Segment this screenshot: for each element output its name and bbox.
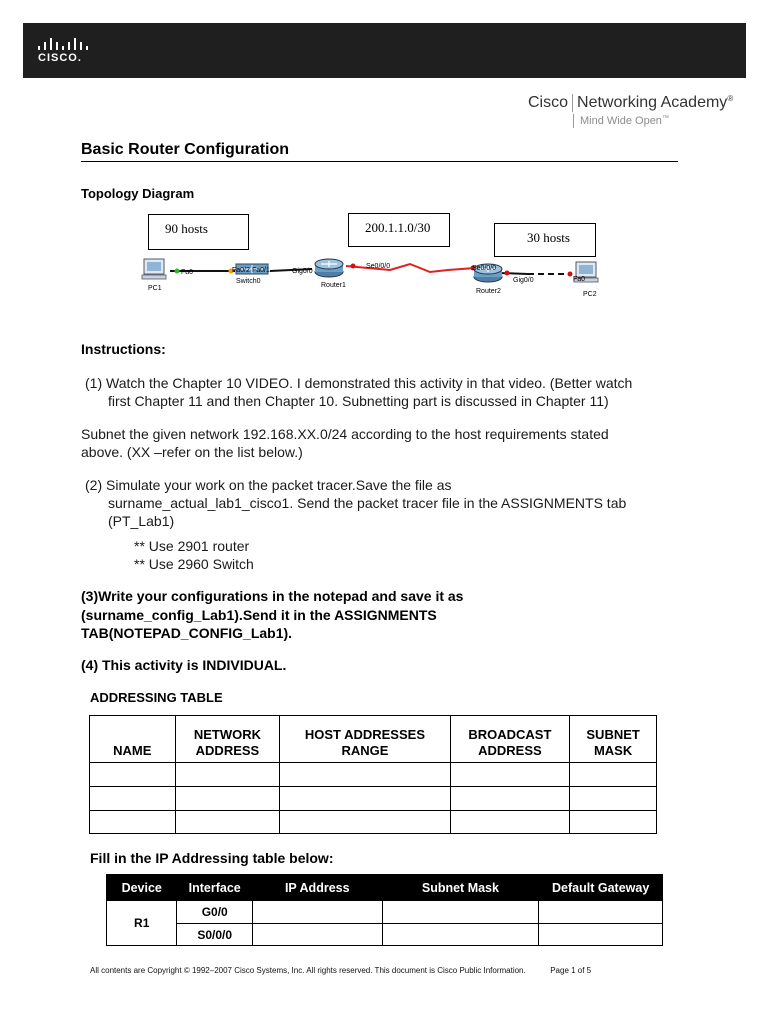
header-subnet-mask: SUBNET MASK bbox=[570, 716, 657, 763]
device-label-router2: Router2 bbox=[476, 288, 501, 295]
port-label: Fa0 bbox=[573, 276, 586, 283]
interface-s000: S0/0/0 bbox=[177, 924, 253, 946]
addressing-table-title: ADDRESSING TABLE bbox=[90, 690, 223, 705]
footer bbox=[90, 966, 591, 975]
cisco-logo bbox=[38, 36, 98, 68]
topology-links bbox=[130, 250, 610, 310]
academy-tagline: Mind Wide Open bbox=[580, 115, 662, 127]
device-label-pc1: PC1 bbox=[148, 285, 162, 292]
pc1-icon bbox=[142, 259, 166, 279]
port-label: Gig0/0 bbox=[292, 268, 313, 275]
cell-input[interactable] bbox=[253, 924, 383, 946]
topology-heading: Topology Diagram bbox=[81, 186, 195, 201]
cisco-bars-icon bbox=[38, 36, 88, 50]
cell-input[interactable] bbox=[175, 787, 280, 811]
cisco-wordmark: CISCO. bbox=[38, 52, 82, 64]
academy-cisco: Cisco bbox=[528, 94, 569, 112]
header-host-range: HOST ADDRESSES RANGE bbox=[280, 716, 450, 763]
table-row bbox=[107, 901, 663, 924]
header-subnet-mask: Subnet Mask bbox=[382, 875, 539, 901]
header-broadcast: BROADCAST ADDRESS bbox=[450, 716, 570, 763]
step2: (2) Simulate your work on the packet tracer.Save the file as surname_actual_lab1_cisco1. Send the packet tracer file in the ASSIGNMENTS tab (PT_Lab1) bbox=[85, 477, 627, 529]
subnet-instruction: Subnet the given network 192.168.XX.0/24 according to the host requirements stated above. (XX –refer on the list below.) bbox=[81, 426, 609, 460]
link-light-red-icon bbox=[505, 271, 510, 276]
router1-icon bbox=[315, 259, 343, 277]
cell-input[interactable] bbox=[570, 811, 657, 834]
port-label: Se0/0/0 bbox=[472, 265, 497, 272]
page-number: Page 1 of 5 bbox=[550, 966, 592, 975]
device-r1: R1 bbox=[107, 901, 177, 946]
instructions-heading: Instructions: bbox=[81, 341, 166, 357]
step3: (3)Write your configurations in the notepad and save it as (surname_config_Lab1).Send it in the ASSIGNMENTS TAB(NOTEPAD_CONFIG_Lab1). bbox=[81, 588, 464, 641]
cell-input[interactable] bbox=[253, 901, 383, 924]
equipment-notes: ** Use 2901 router ** Use 2960 Switch bbox=[134, 538, 254, 572]
cell-input[interactable] bbox=[280, 763, 450, 787]
table-row bbox=[90, 763, 657, 787]
header-device: Device bbox=[107, 875, 177, 901]
step1: (1) Watch the Chapter 10 VIDEO. I demonstrated this activity in that video. (Better watch first Chapter 11 and then Chapter 10. Subnetting part is discussed in Chapter 11) bbox=[85, 375, 633, 409]
step4: (4) This activity is INDIVIDUAL. bbox=[81, 657, 287, 673]
ip-table-title: Fill in the IP Addressing table below: bbox=[90, 850, 334, 866]
port-label: Fa0 bbox=[181, 269, 194, 276]
cell-input[interactable] bbox=[382, 901, 539, 924]
header-default-gateway: Default Gateway bbox=[539, 875, 663, 901]
header-interface: Interface bbox=[177, 875, 253, 901]
interface-g00: G0/0 bbox=[177, 901, 253, 924]
ip-addressing-table bbox=[106, 874, 663, 946]
link-light-red-icon bbox=[351, 264, 356, 269]
copyright-text: All contents are Copyright © 1992–2007 Cisco Systems, Inc. All rights reserved. This document is Cisco Public Information. bbox=[90, 966, 526, 975]
host-box-30: 30 hosts bbox=[494, 223, 596, 257]
port-label: Gig0/0 bbox=[513, 277, 534, 284]
cell-input[interactable] bbox=[539, 901, 663, 924]
port-label: Se0/0/0 bbox=[366, 263, 391, 270]
cell-input[interactable] bbox=[175, 811, 280, 834]
addressing-table-header bbox=[90, 716, 657, 763]
network-box: 200.1.1.0/30 bbox=[348, 213, 450, 247]
academy-name: Networking Academy bbox=[577, 94, 728, 112]
header-ip-address: IP Address bbox=[253, 875, 383, 901]
device-label-switch0: Switch0 bbox=[236, 278, 261, 285]
header-network-address: NETWORK ADDRESS bbox=[175, 716, 280, 763]
cell-input[interactable] bbox=[570, 787, 657, 811]
cell-input[interactable] bbox=[570, 763, 657, 787]
cell-input[interactable] bbox=[175, 763, 280, 787]
cell-input[interactable] bbox=[382, 924, 539, 946]
device-label-router1: Router1 bbox=[321, 282, 346, 289]
table-row bbox=[107, 924, 663, 946]
cell-input[interactable] bbox=[280, 811, 450, 834]
cell-input[interactable] bbox=[90, 763, 176, 787]
link-router2-pc2-a bbox=[500, 273, 528, 274]
table-row bbox=[90, 811, 657, 834]
cell-input[interactable] bbox=[539, 924, 663, 946]
cell-input[interactable] bbox=[450, 787, 570, 811]
port-label: Fa0/1 bbox=[252, 267, 270, 274]
cell-input[interactable] bbox=[90, 811, 176, 834]
link-light-green-icon bbox=[175, 269, 180, 274]
addressing-table bbox=[89, 715, 657, 834]
device-label-pc2: PC2 bbox=[583, 291, 597, 298]
table-row bbox=[90, 787, 657, 811]
document-title: Basic Router Configuration bbox=[81, 141, 290, 158]
cell-input[interactable] bbox=[450, 763, 570, 787]
port-label: Fa0/2 bbox=[232, 267, 250, 274]
cell-input[interactable] bbox=[450, 811, 570, 834]
networking-academy-logo: Cisco Networking Academy® Mind Wide Open™ bbox=[528, 94, 734, 127]
ip-table-header bbox=[107, 875, 663, 901]
header-bar bbox=[23, 23, 746, 78]
link-light-red-icon bbox=[568, 272, 573, 277]
title-divider bbox=[81, 161, 678, 162]
header-name: NAME bbox=[90, 716, 176, 763]
cell-input[interactable] bbox=[90, 787, 176, 811]
cell-input[interactable] bbox=[280, 787, 450, 811]
host-box-90: 90 hosts bbox=[148, 214, 249, 250]
